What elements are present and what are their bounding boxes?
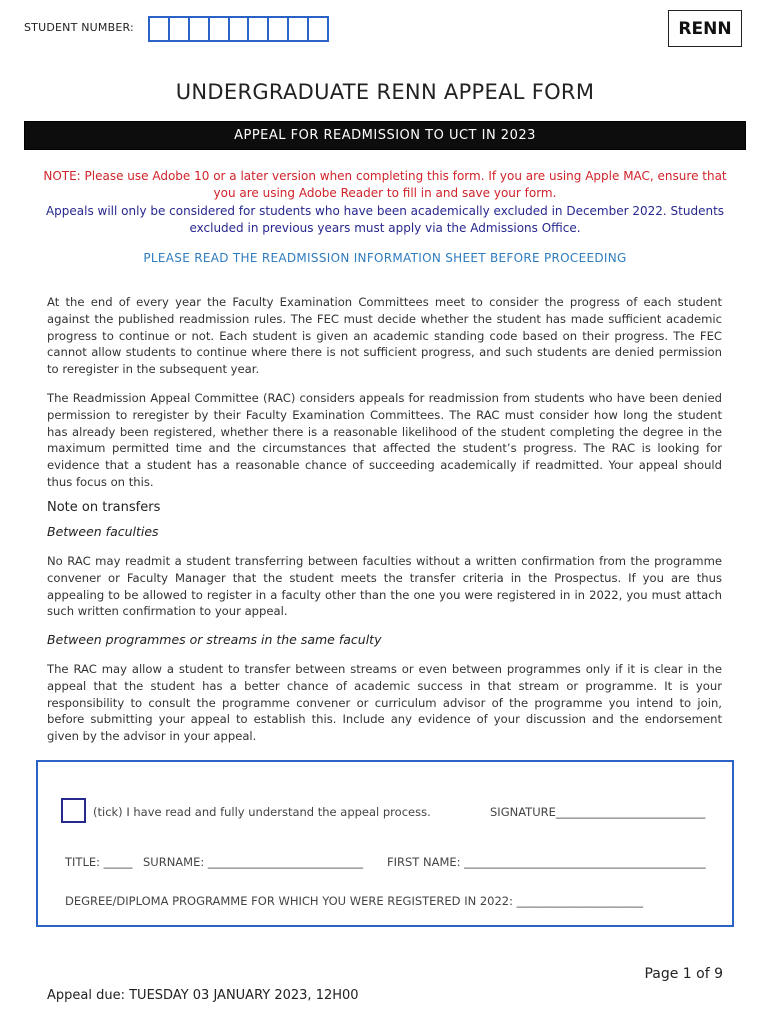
student-number-digit-box[interactable] — [170, 18, 190, 40]
page-number: Page 1 of 9 — [644, 966, 723, 982]
acknowledge-label: (tick) I have read and fully understand the appeal process. — [93, 805, 431, 819]
read-info-sheet-notice: PLEASE READ THE READMISSION INFORMATION SHEET BEFORE PROCEEDING — [143, 251, 627, 265]
adobe-version-note: NOTE: Please use Adobe 10 or a later version when completing this form. If you are using Apple MAC, ensure that you are using Adobe Reader to fill in and save your form. — [43, 169, 727, 200]
student-number-digit-box[interactable] — [190, 18, 210, 40]
student-number-digit-box[interactable] — [210, 18, 230, 40]
fec-paragraph: At the end of every year the Faculty Examination Committees meet to consider the progress of each student against the published readmission rules. The FEC must decide whether the student has made sufficient academic progress to continue or not. Each student is given an academic standing code based on their progress. The FEC cannot allow students to continue where there is not sufficient progress, and such students are denied permission to reregister in the subsequent year. — [47, 295, 722, 377]
programme-transfer-paragraph: The RAC may allow a student to transfer between streams or even between programmes only if it is clear in the appeal that the student has a better chance of academic success in that stream or programme. It is your responsibility to consult the programme convener or curriculum advisor of the programme you intend to join, before submitting your appeal to establish this. Include any evidence of your discussion and the endorsement given by the advisor in your appeal. — [47, 662, 722, 744]
student-number-label: STUDENT NUMBER: — [24, 21, 134, 34]
between-faculties-heading: Between faculties — [47, 524, 159, 539]
banner-text: APPEAL FOR READMISSION TO UCT IN 2023 — [234, 128, 536, 143]
programme-field[interactable]: DEGREE/DIPLOMA PROGRAMME FOR WHICH YOU WERE REGISTERED IN 2022: ______________________ — [65, 894, 644, 908]
appeal-due-date: Appeal due: TUESDAY 03 JANUARY 2023, 12H00 — [47, 988, 359, 1003]
faculty-transfer-paragraph: No RAC may readmit a student transferring between faculties without a written confirmation from the programme convener or Faculty Manager that the student meets the transfer criteria in the Prospectus. If you are thus appealing to be allowed to register in a faculty other than the one you were registered in in 2022, you must attach such written confirmation to your appeal. — [47, 554, 722, 619]
signature-field[interactable]: SIGNATURE__________________________ — [490, 805, 706, 819]
student-number-digit-box[interactable] — [289, 18, 309, 40]
between-programmes-heading: Between programmes or streams in the same faculty — [47, 632, 382, 647]
section-banner — [24, 121, 746, 150]
transfers-heading: Note on transfers — [47, 500, 161, 515]
student-number-field[interactable] — [148, 16, 329, 42]
form-title: UNDERGRADUATE RENN APPEAL FORM — [175, 80, 595, 104]
surname-field[interactable]: SURNAME: ___________________________ — [143, 855, 364, 869]
form-code-badge: RENN — [668, 10, 742, 47]
title-field[interactable]: TITLE: _____ — [65, 855, 133, 869]
student-number-digit-box[interactable] — [269, 18, 289, 40]
student-number-digit-box[interactable] — [230, 18, 250, 40]
student-number-digit-box[interactable] — [150, 18, 170, 40]
eligibility-note: Appeals will only be considered for students who have been academically excluded in December 2022. Students excluded in previous years must apply via the Admissions Office. — [45, 204, 725, 235]
acknowledge-checkbox[interactable] — [61, 798, 86, 823]
rac-paragraph: The Readmission Appeal Committee (RAC) considers appeals for readmission from students who have been denied permission to reregister by their Faculty Examination Committees. The RAC must consider how long the student has already been registered, whether there is a reasonable likelihood of the student completing the degree in the maximum permitted time and the circumstances that affected the student’s progress. The RAC is looking for evidence that a student has a reasonable chance of succeeding academically if readmitted. Your appeal should thus focus on this. — [47, 391, 722, 489]
student-number-digit-box[interactable] — [249, 18, 269, 40]
first-name-field[interactable]: FIRST NAME: __________________________________________ — [387, 855, 706, 869]
student-number-digit-box[interactable] — [309, 18, 327, 40]
